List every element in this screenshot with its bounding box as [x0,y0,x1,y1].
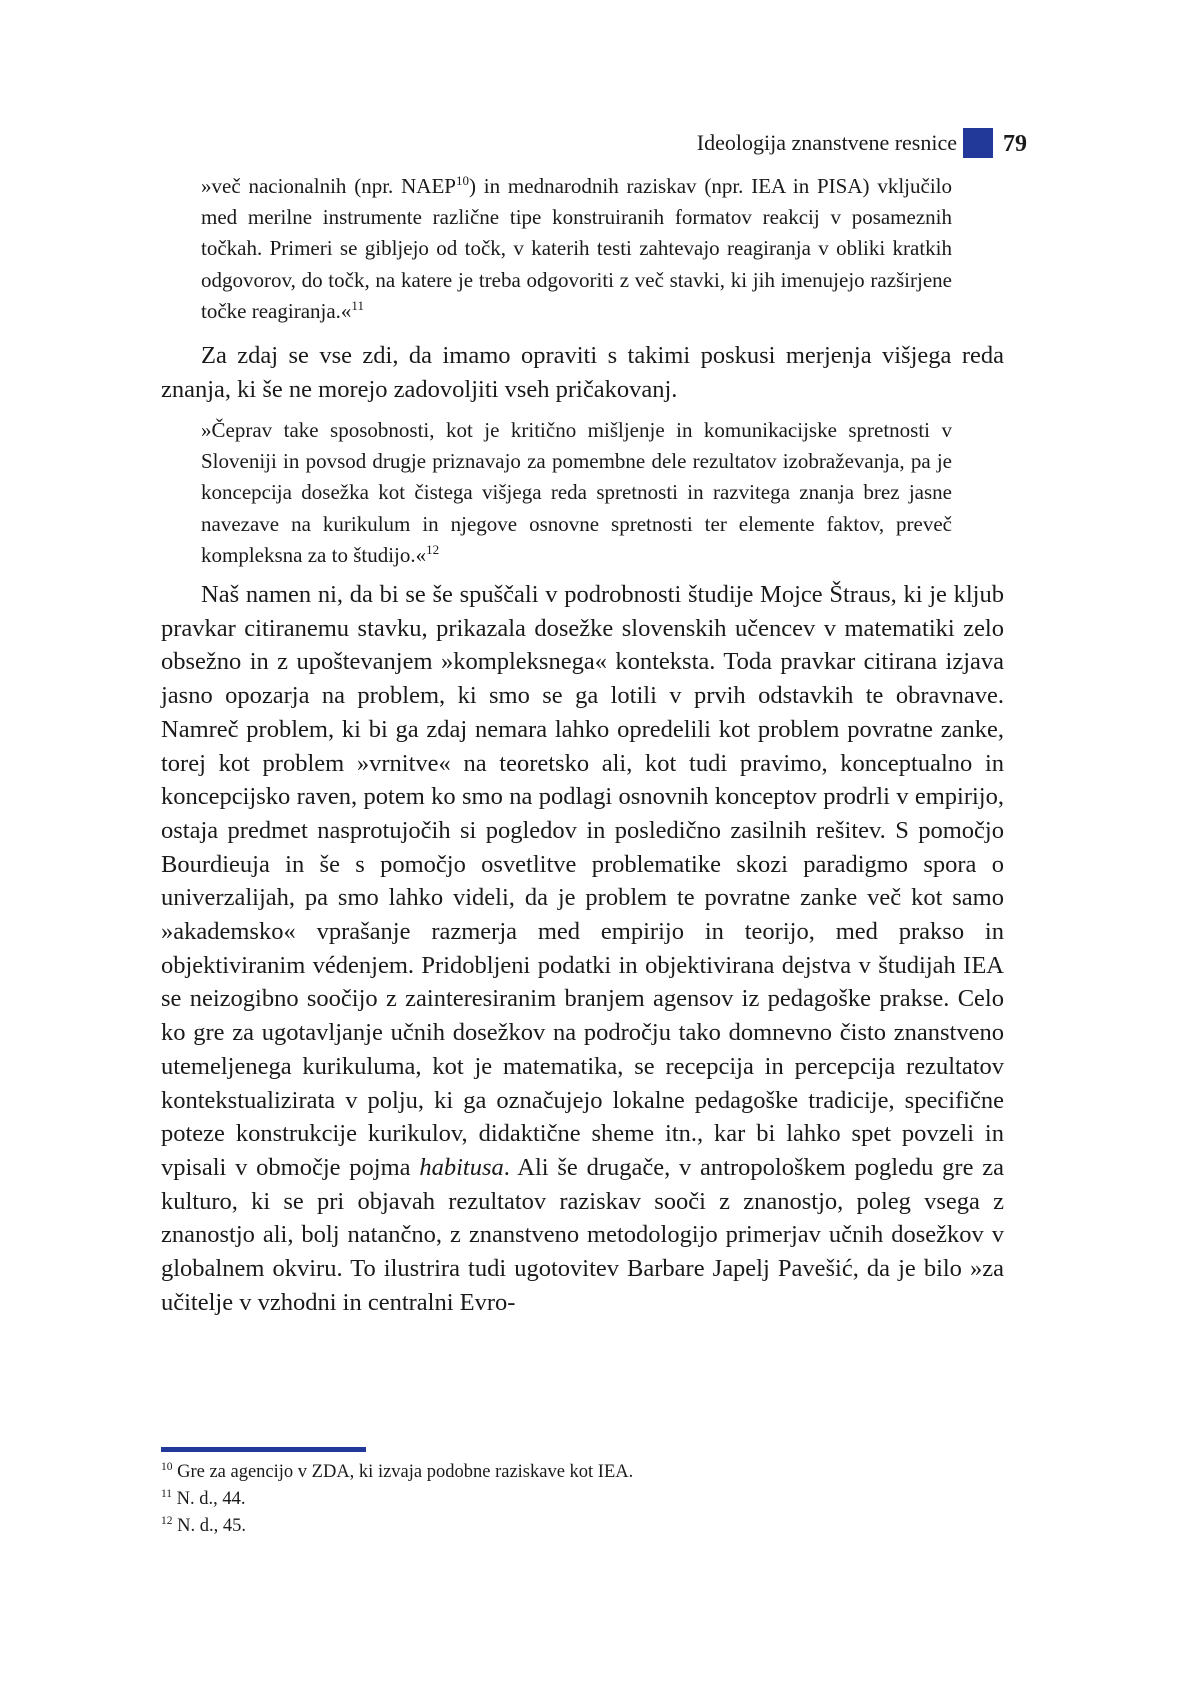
italic-term: habitusa [419,1153,504,1181]
footnote-10: $^{10}$ Gre za agencijo v ZDA, ki izvaja podobne raziskave kot IEA. [161,1460,634,1482]
footnote-11: $^{11}$ N. d., 44. [161,1487,246,1509]
running-title: Ideologija znanstvene resnice [696,130,957,155]
quote-2-text: »Čeprav take sposobnosti, kot je kritično mišljenje in komunikacijske spretnosti v Sloveniji in povsod drugje priznavajo za pomembne dele rezultatov izobraževanja, pa je koncepcija dosežka kot čistega višjega reda spretnosti in razvitega znanja brez jasne navezave na kurikulum in njegove osnovne spretnosti ter elemente faktov, preveč kompleksna za to študijo.«$^{12}$ [201,418,952,567]
paragraph-1 [161,339,1004,406]
footnote-divider [161,1447,366,1452]
footnotes [161,1459,1004,1540]
footnote-ref-11: 11 [351,297,364,313]
running-header [0,128,1187,168]
block-quote-1 [201,171,952,327]
paragraph-1-text: Za zdaj se vse zdi, da imamo opraviti s takimi poskusi merjenja višjega reda znanja, ki še ne morejo zadovoljiti vseh pričakovanj. [161,342,1004,403]
paragraph-2 [161,578,1004,1319]
quote-1-text: »več nacionalnih (npr. NAEP$^{10}$) in mednarodnih raziskav (npr. IEA in PISA) vključilo med merilne instrumente različne tipe konstruiranih formatov reakcij v posameznih točkah. Primeri se gibljejo od točk, v katerih testi zahtevajo reagiranja v obliki kratkih odgovorov, do točk, na katere je treba odgovoriti z več stavki, ki jih imenujejo razširjene točke reagiranja.«$^{11}$ [201,172,952,323]
header-accent-square [963,128,993,158]
footnote-ref-10: 10 [455,172,469,188]
paragraph-2-text: Naš namen ni, da bi se še spuščali v podrobnosti študije Mojce Štraus, ki je kljub pravkar citiranemu stavku, prikazala dosežke slovenskih učencev v matematiki zelo obsežno in z upoštevanjem »kompleksnega« konteksta. Toda pravkar citirana izjava jasno opozarja na problem, ki smo se ga lotili v prvih odstavkih te obravnave. Namreč problem, ki bi ga zdaj nemara lahko opredelili kot problem povratne zanke, torej kot problem »vrnitve« na teoretsko ali, kot tudi pravimo, konceptualno in koncepcijsko raven, potem ko smo na podlagi osnovnih konceptov prodrli v empirijo, ostaja predmet nasprotujočih si pogledov in posledično zasilnih rešitev. S pomočjo Bourdieuja in še s pomočjo osvetlitve problematike skozi paradigmo spora o univerzalijah, pa smo lahko videli, da je problem te povratne zanke več kot samo »akademsko« vprašanje razmerja med empirijo in teorijo, med prakso in objektiviranim védenjem. Pridobljeni podatki in objektivirana dejstva v študijah IEA se neizogibno soočijo z zainteresiranim branjem agensov iz pedagoške prakse. Celo ko gre za ugotavljanje učnih dosežkov na področju tako domnevno čisto znanstveno utemeljenega kurikuluma, kot je matematika, se recepcija in percepcija rezultatov kontekstualizirata v polju, ki ga označujejo lokalne pedagoške tradicije, specifične poteze konstrukcije kurikulov, didaktične sheme itn., kar bi lahko spet povzeli in vpisali v območje pojma habitusa. Ali še drugače, v antropološkem pogledu gre za kulturo, ki se pri objavah rezultatov raziskav sooči z znanostjo, poleg vsega z znanostjo ali, bolj natančno, z znanstveno metodologijo primerjav učnih dosežkov v globalnem okviru. To ilustrira tudi ugotovitev Barbare Japelj Pavešić, da je bilo »za učitelje v vzhodni in centralni Evro- [161,581,1004,1316]
footnote-12: $^{12}$ N. d., 45. [161,1514,246,1536]
footnote-ref-12: 12 [426,541,440,557]
block-quote-2 [201,415,952,571]
page-number: 79 [1003,131,1027,157]
